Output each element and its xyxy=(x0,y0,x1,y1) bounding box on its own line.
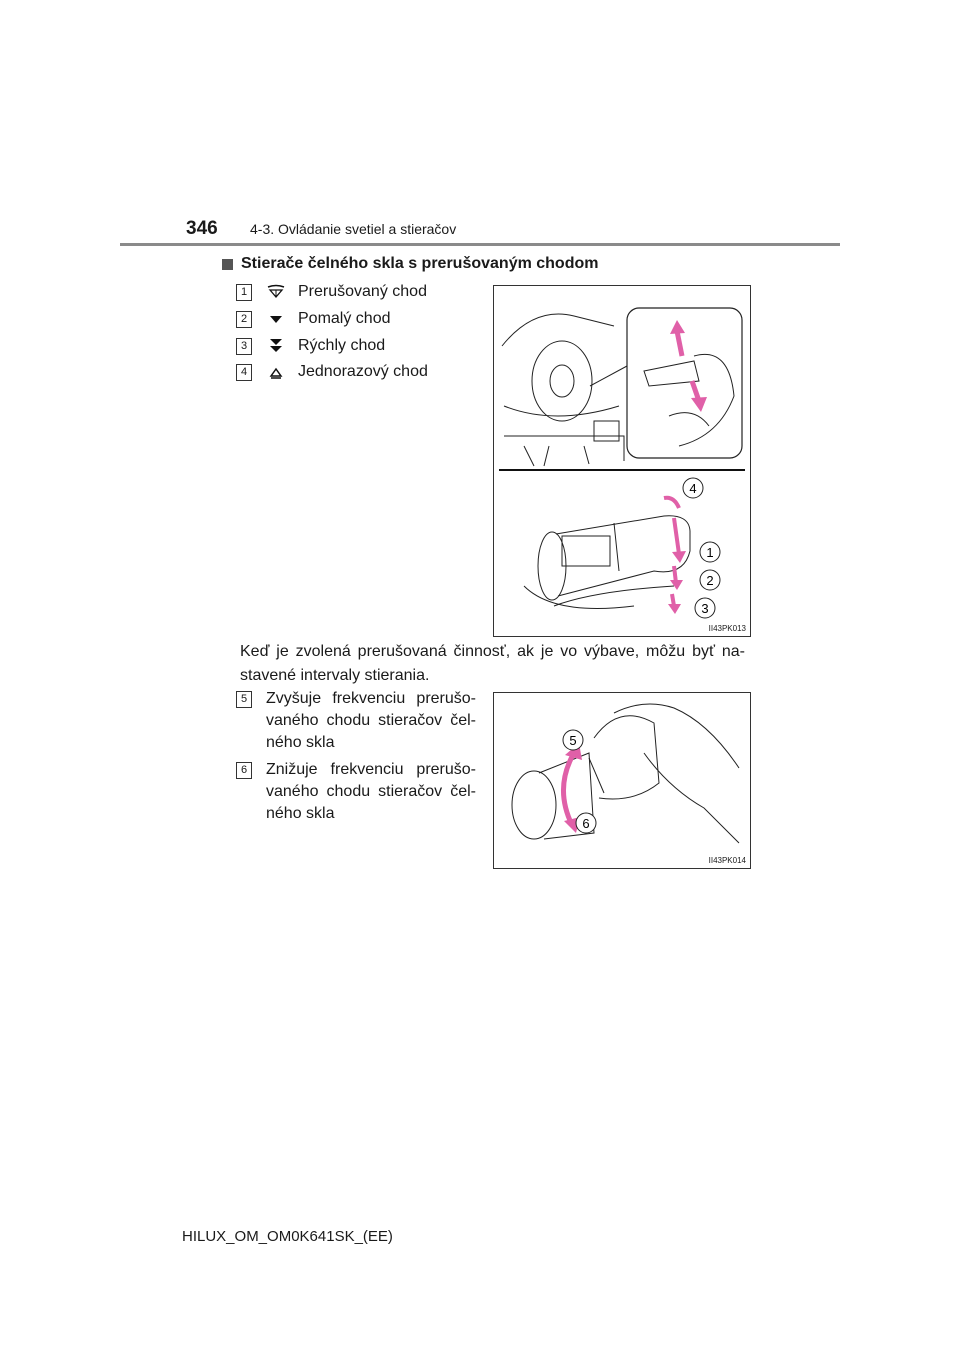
mode-label: Prerušovaný chod xyxy=(298,283,427,300)
adjust-label: Zvyšuje frekvenciu prerušovaného chodu stieračov čelného skla xyxy=(266,690,476,751)
heading-bullet-icon xyxy=(222,259,233,270)
adjust-item-increase xyxy=(236,688,476,754)
mode-label: Jednorazový chod xyxy=(298,363,428,380)
figure-wiper-interval-ring xyxy=(493,692,751,869)
callout-number: 6 xyxy=(236,762,252,779)
figure-code: II43PK013 xyxy=(708,624,746,633)
callout-number: 4 xyxy=(236,364,252,381)
adjust-item-decrease xyxy=(236,759,476,825)
figure1-callout-2: 2 xyxy=(706,573,714,588)
figure-wiper-lever-modes xyxy=(493,285,751,637)
figure1-callout-3: 3 xyxy=(701,601,709,616)
wiper-lever-illustration xyxy=(494,286,750,636)
figure-code: II43PK014 xyxy=(708,856,746,865)
footer-doc-id: HILUX_OM_OM0K641SK_(EE) xyxy=(182,1228,393,1245)
heading-text: Stierače čelného skla s prerušovaným chodom xyxy=(241,255,599,272)
callout-number: 2 xyxy=(236,311,252,328)
figure1-callout-1: 1 xyxy=(706,545,714,560)
mode-item-fast xyxy=(236,337,385,355)
mode-item-intermittent xyxy=(236,283,427,301)
section-title: 4-3. Ovládanie svetiel a stieračov xyxy=(250,221,457,237)
callout-number: 1 xyxy=(236,284,252,301)
callout-number: 3 xyxy=(236,338,252,355)
slow-wipe-icon xyxy=(266,311,286,327)
page-number: 346 xyxy=(186,218,218,239)
figure1-callout-4: 4 xyxy=(689,481,697,496)
mode-item-slow xyxy=(236,310,391,328)
figure2-callout-6: 6 xyxy=(582,816,590,831)
figure2-callout-5: 5 xyxy=(569,733,577,748)
header-divider xyxy=(120,243,840,246)
single-wipe-icon xyxy=(266,364,286,380)
mode-label: Pomalý chod xyxy=(298,310,391,327)
section-heading xyxy=(222,255,598,273)
intermittent-wipe-icon xyxy=(266,284,286,300)
wiper-ring-illustration xyxy=(494,693,750,868)
callout-number: 5 xyxy=(236,691,252,708)
interval-note: Keď je zvolená prerušovaná činnosť, ak je vo výbave, môžu byť nastavené intervaly stierania. xyxy=(240,643,745,684)
fast-wipe-icon xyxy=(266,338,286,354)
adjust-label: Znižuje frekvenciu prerušovaného chodu stieračov čelného skla xyxy=(266,761,476,822)
mode-label: Rýchly chod xyxy=(298,337,386,354)
mode-item-single xyxy=(236,363,428,381)
